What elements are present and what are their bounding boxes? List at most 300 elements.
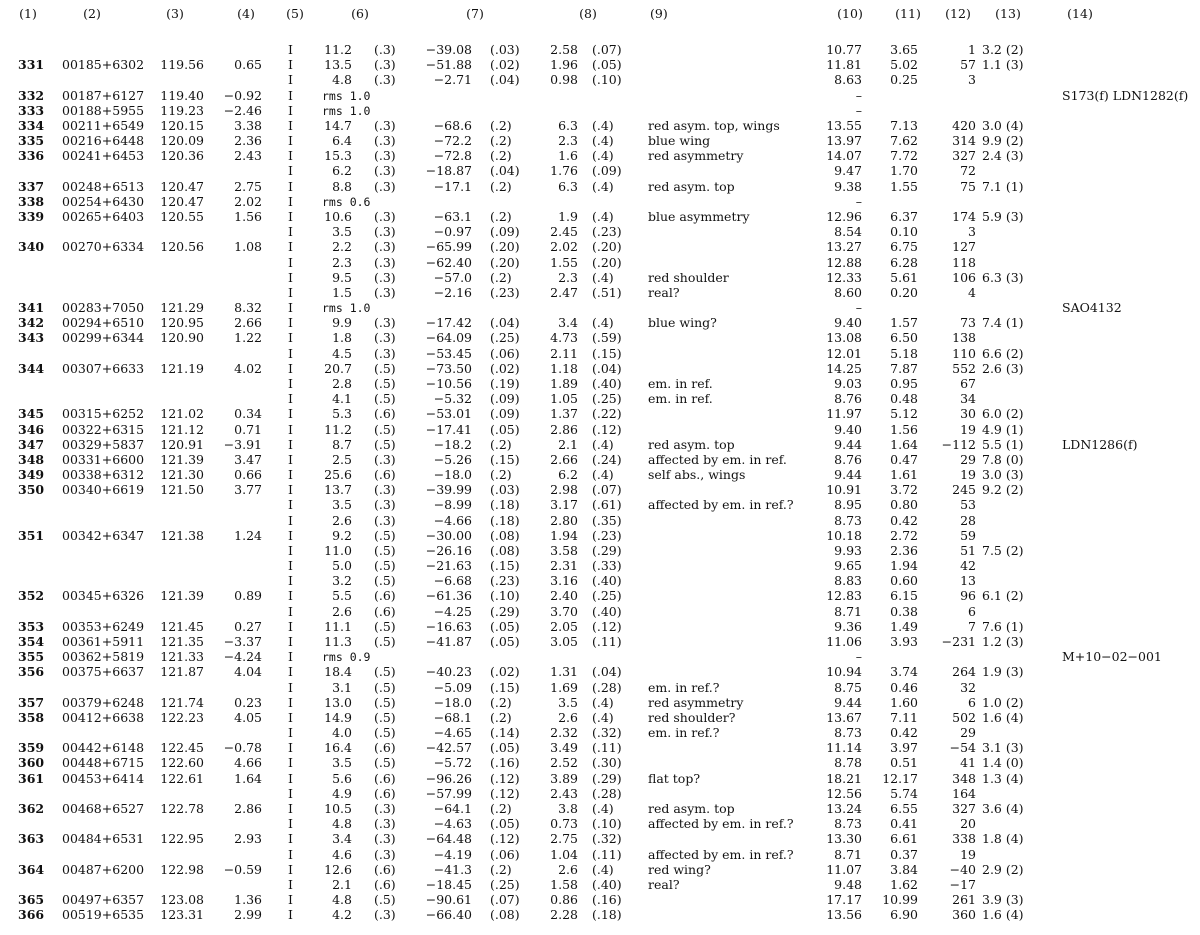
col8-value: 2.52 <box>550 755 578 770</box>
col10-value: 18.21 <box>826 771 862 786</box>
col8-value: 2.6 <box>558 710 578 725</box>
col13-value: 4.9 (1) <box>982 422 1024 437</box>
col7-value: −6.68 <box>433 573 472 588</box>
col11-value: 1.55 <box>890 179 918 194</box>
column-header: (1) <box>19 6 37 21</box>
col6-value: 2.2 <box>332 239 352 254</box>
flag-cell: I <box>288 725 293 740</box>
col7-value: −64.1 <box>433 801 472 816</box>
col11-value: 0.80 <box>890 497 918 512</box>
col8-value: 1.05 <box>550 391 578 406</box>
col11-value: 6.15 <box>890 588 918 603</box>
col6-value: 3.1 <box>332 680 352 695</box>
flag-cell: I <box>288 194 293 209</box>
galactic-latitude: 1.56 <box>234 209 262 224</box>
col12-value: 19 <box>960 467 976 482</box>
col11-value: 1.70 <box>890 163 918 178</box>
col7-error: (.16) <box>490 755 520 770</box>
galactic-longitude: 120.47 <box>160 179 204 194</box>
col6-value: 4.2 <box>332 907 352 922</box>
source-name: 00487+6200 <box>62 862 145 877</box>
col6-error: (.5) <box>374 422 396 437</box>
galactic-latitude: −0.78 <box>223 740 262 755</box>
source-name: 00331+6600 <box>62 452 145 467</box>
col6-error: (.6) <box>374 467 396 482</box>
col6-error: (.5) <box>374 664 396 679</box>
galactic-longitude: 119.40 <box>160 88 204 103</box>
source-number: 357 <box>18 695 45 710</box>
flag-cell: I <box>288 133 293 148</box>
col8-error: (.40) <box>592 604 622 619</box>
col8-value: 2.3 <box>558 270 578 285</box>
remark-cell: em. in ref.? <box>648 725 720 740</box>
col7-value: −41.87 <box>425 634 472 649</box>
col8-value: 1.31 <box>550 664 578 679</box>
flag-cell: I <box>288 467 293 482</box>
col6-value: 11.1 <box>324 619 352 634</box>
flag-cell: I <box>288 239 293 254</box>
source-name: 00340+6619 <box>62 482 145 497</box>
source-number: 346 <box>18 422 45 437</box>
col10-value: 8.78 <box>834 755 862 770</box>
col10-value: 8.73 <box>834 725 862 740</box>
col7-error: (.2) <box>490 209 512 224</box>
col11-value: 3.65 <box>890 42 918 57</box>
column-header: (9) <box>650 6 668 21</box>
col12-value: 110 <box>952 346 976 361</box>
col7-error: (.08) <box>490 543 520 558</box>
col6-error: (.3) <box>374 255 396 270</box>
col8-error: (.11) <box>592 847 622 862</box>
col7-value: −17.41 <box>425 422 472 437</box>
col8-value: 2.6 <box>558 862 578 877</box>
source-number: 343 <box>18 330 45 345</box>
col8-error: (.20) <box>592 239 622 254</box>
col7-error: (.2) <box>490 148 512 163</box>
source-name: 00307+6633 <box>62 361 145 376</box>
col7-value: −16.63 <box>425 619 472 634</box>
col6-value: 4.0 <box>332 725 352 740</box>
col10-value: – <box>855 300 862 315</box>
col6-value: 14.7 <box>324 118 352 133</box>
col6-value: 12.6 <box>324 862 352 877</box>
col11-value: 7.11 <box>890 710 918 725</box>
col7-value: −5.32 <box>433 391 472 406</box>
flag-cell: I <box>288 255 293 270</box>
col8-error: (.16) <box>592 892 622 907</box>
col10-value: 10.18 <box>826 528 862 543</box>
galactic-longitude: 122.78 <box>160 801 204 816</box>
col6-error: (.6) <box>374 771 396 786</box>
col11-value: 0.42 <box>890 725 918 740</box>
col7-error: (.10) <box>490 588 520 603</box>
col11-value: 0.20 <box>890 285 918 300</box>
col12-value: 59 <box>960 528 976 543</box>
galactic-longitude: 121.39 <box>160 452 204 467</box>
col7-error: (.2) <box>490 118 512 133</box>
col6-value: 3.5 <box>332 224 352 239</box>
col13-value: 2.4 (3) <box>982 148 1024 163</box>
col6-error: (.3) <box>374 907 396 922</box>
col10-value: 11.07 <box>826 862 862 877</box>
col12-value: 42 <box>960 558 976 573</box>
remark-cell: em. in ref.? <box>648 680 720 695</box>
source-number: 354 <box>18 634 45 649</box>
col13-value: 1.8 (4) <box>982 831 1024 846</box>
col7-error: (.15) <box>490 680 520 695</box>
col11-value: 3.93 <box>890 634 918 649</box>
galactic-longitude: 122.98 <box>160 862 204 877</box>
col6-value: 4.1 <box>332 391 352 406</box>
flag-cell: I <box>288 604 293 619</box>
col6-value: 6.4 <box>332 133 352 148</box>
flag-cell: I <box>288 315 293 330</box>
col10-value: 9.48 <box>834 877 862 892</box>
col10-value: 9.38 <box>834 179 862 194</box>
galactic-longitude: 120.95 <box>160 315 204 330</box>
col6-error: (.5) <box>374 634 396 649</box>
flag-cell: I <box>288 740 293 755</box>
col6-value: 4.8 <box>332 892 352 907</box>
col6-value: 13.5 <box>324 57 352 72</box>
galactic-longitude: 121.50 <box>160 482 204 497</box>
col7-value: −17.42 <box>425 315 472 330</box>
col13-value: 6.6 (2) <box>982 346 1024 361</box>
col8-error: (.4) <box>592 315 614 330</box>
col6-value: 5.0 <box>332 558 352 573</box>
col7-error: (.09) <box>490 224 520 239</box>
col13-value: 3.0 (3) <box>982 467 1024 482</box>
col10-value: 9.40 <box>834 315 862 330</box>
col10-value: 11.97 <box>826 406 862 421</box>
col8-error: (.18) <box>592 907 622 922</box>
col10-value: 8.83 <box>834 573 862 588</box>
flag-cell: I <box>288 877 293 892</box>
source-name: 00342+6347 <box>62 528 145 543</box>
col12-value: 360 <box>952 907 976 922</box>
col7-error: (.03) <box>490 42 520 57</box>
col13-value: 2.9 (2) <box>982 862 1024 877</box>
col10-value: 9.47 <box>834 163 862 178</box>
col13-value: 1.0 (2) <box>982 695 1024 710</box>
col12-value: 13 <box>960 573 976 588</box>
note-cell: S173(f) LDN1282(f) <box>1062 88 1189 103</box>
galactic-longitude: 120.09 <box>160 133 204 148</box>
col6-error: (.3) <box>374 315 396 330</box>
col11-value: 10.99 <box>882 892 918 907</box>
col8-value: 1.9 <box>558 209 578 224</box>
galactic-latitude: 1.08 <box>234 239 262 254</box>
flag-cell: I <box>288 786 293 801</box>
col10-value: 8.75 <box>834 680 862 695</box>
col8-error: (.59) <box>592 330 622 345</box>
source-number: 347 <box>18 437 45 452</box>
col7-error: (.05) <box>490 619 520 634</box>
col11-value: 6.37 <box>890 209 918 224</box>
source-number: 333 <box>18 103 45 118</box>
col12-value: 19 <box>960 847 976 862</box>
col6-error: (.6) <box>374 588 396 603</box>
col10-value: 13.27 <box>826 239 862 254</box>
source-name: 00294+6510 <box>62 315 145 330</box>
galactic-latitude: −4.24 <box>223 649 262 664</box>
col10-value: 9.44 <box>834 695 862 710</box>
col12-value: 348 <box>952 771 976 786</box>
col12-value: 502 <box>952 710 976 725</box>
galactic-latitude: 0.23 <box>234 695 262 710</box>
col8-value: 1.18 <box>550 361 578 376</box>
col6-value: 11.2 <box>324 42 352 57</box>
flag-cell: I <box>288 588 293 603</box>
col8-value: 1.89 <box>550 376 578 391</box>
col8-error: (.4) <box>592 148 614 163</box>
col6-error: (.5) <box>374 755 396 770</box>
col11-value: 7.87 <box>890 361 918 376</box>
remark-cell: real? <box>648 285 680 300</box>
remark-cell: red asym. top <box>648 179 735 194</box>
column-header: (6) <box>351 6 369 21</box>
col13-value: 5.9 (3) <box>982 209 1024 224</box>
col7-error: (.04) <box>490 72 520 87</box>
col8-error: (.12) <box>592 422 622 437</box>
source-name: 00353+6249 <box>62 619 145 634</box>
col8-value: 2.66 <box>550 452 578 467</box>
source-name: 00345+6326 <box>62 588 145 603</box>
col10-value: 9.44 <box>834 467 862 482</box>
col7-value: −63.1 <box>433 209 472 224</box>
col7-error: (.09) <box>490 391 520 406</box>
col7-error: (.02) <box>490 361 520 376</box>
source-name: 00497+6357 <box>62 892 145 907</box>
col6-value: 4.8 <box>332 72 352 87</box>
col8-value: 0.73 <box>550 816 578 831</box>
col7-value: −57.0 <box>433 270 472 285</box>
galactic-longitude: 121.19 <box>160 361 204 376</box>
source-number: 351 <box>18 528 45 543</box>
flag-cell: I <box>288 330 293 345</box>
col8-value: 1.69 <box>550 680 578 695</box>
col8-error: (.4) <box>592 209 614 224</box>
col7-error: (.2) <box>490 710 512 725</box>
galactic-latitude: 0.34 <box>234 406 262 421</box>
remark-cell: affected by em. in ref.? <box>648 847 794 862</box>
source-name: 00519+6535 <box>62 907 145 922</box>
col13-value: 1.9 (3) <box>982 664 1024 679</box>
source-name: 00362+5819 <box>62 649 145 664</box>
col6-value: 2.6 <box>332 604 352 619</box>
col11-value: 6.50 <box>890 330 918 345</box>
col8-error: (.61) <box>592 497 622 512</box>
col12-value: 420 <box>952 118 976 133</box>
col7-error: (.18) <box>490 513 520 528</box>
col10-value: 8.76 <box>834 391 862 406</box>
remark-cell: self abs., wings <box>648 467 746 482</box>
col13-value: 1.3 (4) <box>982 771 1024 786</box>
flag-cell: I <box>288 543 293 558</box>
column-header: (5) <box>286 6 304 21</box>
galactic-longitude: 120.90 <box>160 330 204 345</box>
col7-value: −5.09 <box>433 680 472 695</box>
col13-value: 1.6 (4) <box>982 710 1024 725</box>
col11-value: 6.75 <box>890 239 918 254</box>
col6-value: 6.2 <box>332 163 352 178</box>
col8-value: 1.04 <box>550 847 578 862</box>
col8-error: (.4) <box>592 270 614 285</box>
column-header: (14) <box>1067 6 1093 21</box>
col8-value: 3.5 <box>558 695 578 710</box>
col6-error: (.3) <box>374 209 396 224</box>
flag-cell: I <box>288 513 293 528</box>
galactic-latitude: 2.99 <box>234 907 262 922</box>
galactic-longitude: 123.08 <box>160 892 204 907</box>
col11-value: 0.38 <box>890 604 918 619</box>
col7-error: (.14) <box>490 725 520 740</box>
galactic-longitude: 122.60 <box>160 755 204 770</box>
col8-value: 2.02 <box>550 239 578 254</box>
col6-value: 2.3 <box>332 255 352 270</box>
col12-value: −40 <box>949 862 976 877</box>
col12-value: 30 <box>960 406 976 421</box>
col12-value: 67 <box>960 376 976 391</box>
remark-cell: red asymmetry <box>648 148 744 163</box>
col7-value: −2.16 <box>433 285 472 300</box>
col8-value: 2.45 <box>550 224 578 239</box>
flag-cell: I <box>288 300 293 315</box>
col8-value: 2.58 <box>550 42 578 57</box>
source-number: 358 <box>18 710 45 725</box>
col13-value: 2.6 (3) <box>982 361 1024 376</box>
galactic-longitude: 122.95 <box>160 831 204 846</box>
col8-value: 2.80 <box>550 513 578 528</box>
col12-value: 72 <box>960 163 976 178</box>
col13-value: 6.3 (3) <box>982 270 1024 285</box>
col8-value: 3.8 <box>558 801 578 816</box>
galactic-longitude: 122.45 <box>160 740 204 755</box>
col11-value: 0.25 <box>890 72 918 87</box>
col8-value: 6.3 <box>558 118 578 133</box>
galactic-longitude: 120.36 <box>160 148 204 163</box>
flag-cell: I <box>288 831 293 846</box>
col6-value: rms 1.0 <box>322 104 371 118</box>
col6-value: 2.5 <box>332 452 352 467</box>
col11-value: 3.97 <box>890 740 918 755</box>
source-name: 00283+7050 <box>62 300 145 315</box>
source-name: 00338+6312 <box>62 467 145 482</box>
source-number: 366 <box>18 907 45 922</box>
col8-value: 6.2 <box>558 467 578 482</box>
flag-cell: I <box>288 270 293 285</box>
col13-value: 1.2 (3) <box>982 634 1024 649</box>
col8-error: (.4) <box>592 862 614 877</box>
col7-error: (.12) <box>490 786 520 801</box>
col6-error: (.3) <box>374 497 396 512</box>
col10-value: 12.01 <box>826 346 862 361</box>
flag-cell: I <box>288 558 293 573</box>
col7-error: (.02) <box>490 57 520 72</box>
col10-value: 9.44 <box>834 437 862 452</box>
col8-error: (.4) <box>592 118 614 133</box>
col6-error: (.3) <box>374 513 396 528</box>
flag-cell: I <box>288 755 293 770</box>
flag-cell: I <box>288 42 293 57</box>
col7-value: −30.00 <box>425 528 472 543</box>
col12-value: 245 <box>952 482 976 497</box>
source-number: 352 <box>18 588 45 603</box>
col10-value: – <box>855 103 862 118</box>
galactic-longitude: 120.55 <box>160 209 204 224</box>
col7-value: −39.99 <box>425 482 472 497</box>
galactic-latitude: 1.24 <box>234 528 262 543</box>
col8-error: (.4) <box>592 467 614 482</box>
col8-error: (.11) <box>592 634 622 649</box>
flag-cell: I <box>288 497 293 512</box>
flag-cell: I <box>288 573 293 588</box>
col8-error: (.32) <box>592 831 622 846</box>
col11-value: 5.02 <box>890 57 918 72</box>
col6-value: 2.1 <box>332 877 352 892</box>
col6-error: (.5) <box>374 361 396 376</box>
col7-error: (.19) <box>490 376 520 391</box>
galactic-latitude: 2.66 <box>234 315 262 330</box>
col6-error: (.3) <box>374 285 396 300</box>
col10-value: 13.55 <box>826 118 862 133</box>
galactic-latitude: 2.75 <box>234 179 262 194</box>
remark-cell: affected by em. in ref.? <box>648 816 794 831</box>
col6-error: (.6) <box>374 740 396 755</box>
col10-value: 8.73 <box>834 513 862 528</box>
col11-value: 7.62 <box>890 133 918 148</box>
col8-error: (.07) <box>592 482 622 497</box>
flag-cell: I <box>288 907 293 922</box>
column-header: (8) <box>579 6 597 21</box>
col8-value: 1.6 <box>558 148 578 163</box>
col10-value: 12.33 <box>826 270 862 285</box>
col13-value: 9.9 (2) <box>982 133 1024 148</box>
galactic-longitude: 123.31 <box>160 907 204 922</box>
col7-error: (.25) <box>490 877 520 892</box>
flag-cell: I <box>288 680 293 695</box>
col7-error: (.04) <box>490 315 520 330</box>
col6-error: (.3) <box>374 482 396 497</box>
source-number: 345 <box>18 406 45 421</box>
source-number: 348 <box>18 452 45 467</box>
galactic-latitude: 3.38 <box>234 118 262 133</box>
col10-value: 13.24 <box>826 801 862 816</box>
col8-error: (.30) <box>592 755 622 770</box>
galactic-latitude: 2.43 <box>234 148 262 163</box>
galactic-latitude: 1.64 <box>234 771 262 786</box>
col6-value: 2.8 <box>332 376 352 391</box>
source-number: 337 <box>18 179 45 194</box>
col6-error: (.6) <box>374 604 396 619</box>
col6-error: (.5) <box>374 695 396 710</box>
source-name: 00442+6148 <box>62 740 145 755</box>
col12-value: −112 <box>941 437 976 452</box>
col6-error: (.3) <box>374 224 396 239</box>
source-number: 338 <box>18 194 45 209</box>
col12-value: 338 <box>952 831 976 846</box>
col6-value: 18.4 <box>324 664 352 679</box>
col12-value: 57 <box>960 57 976 72</box>
col11-value: 2.72 <box>890 528 918 543</box>
col11-value: 0.42 <box>890 513 918 528</box>
col12-value: −17 <box>949 877 976 892</box>
col8-error: (.40) <box>592 376 622 391</box>
col7-value: −57.99 <box>425 786 472 801</box>
col7-value: −4.63 <box>433 816 472 831</box>
flag-cell: I <box>288 361 293 376</box>
col6-value: 3.5 <box>332 497 352 512</box>
